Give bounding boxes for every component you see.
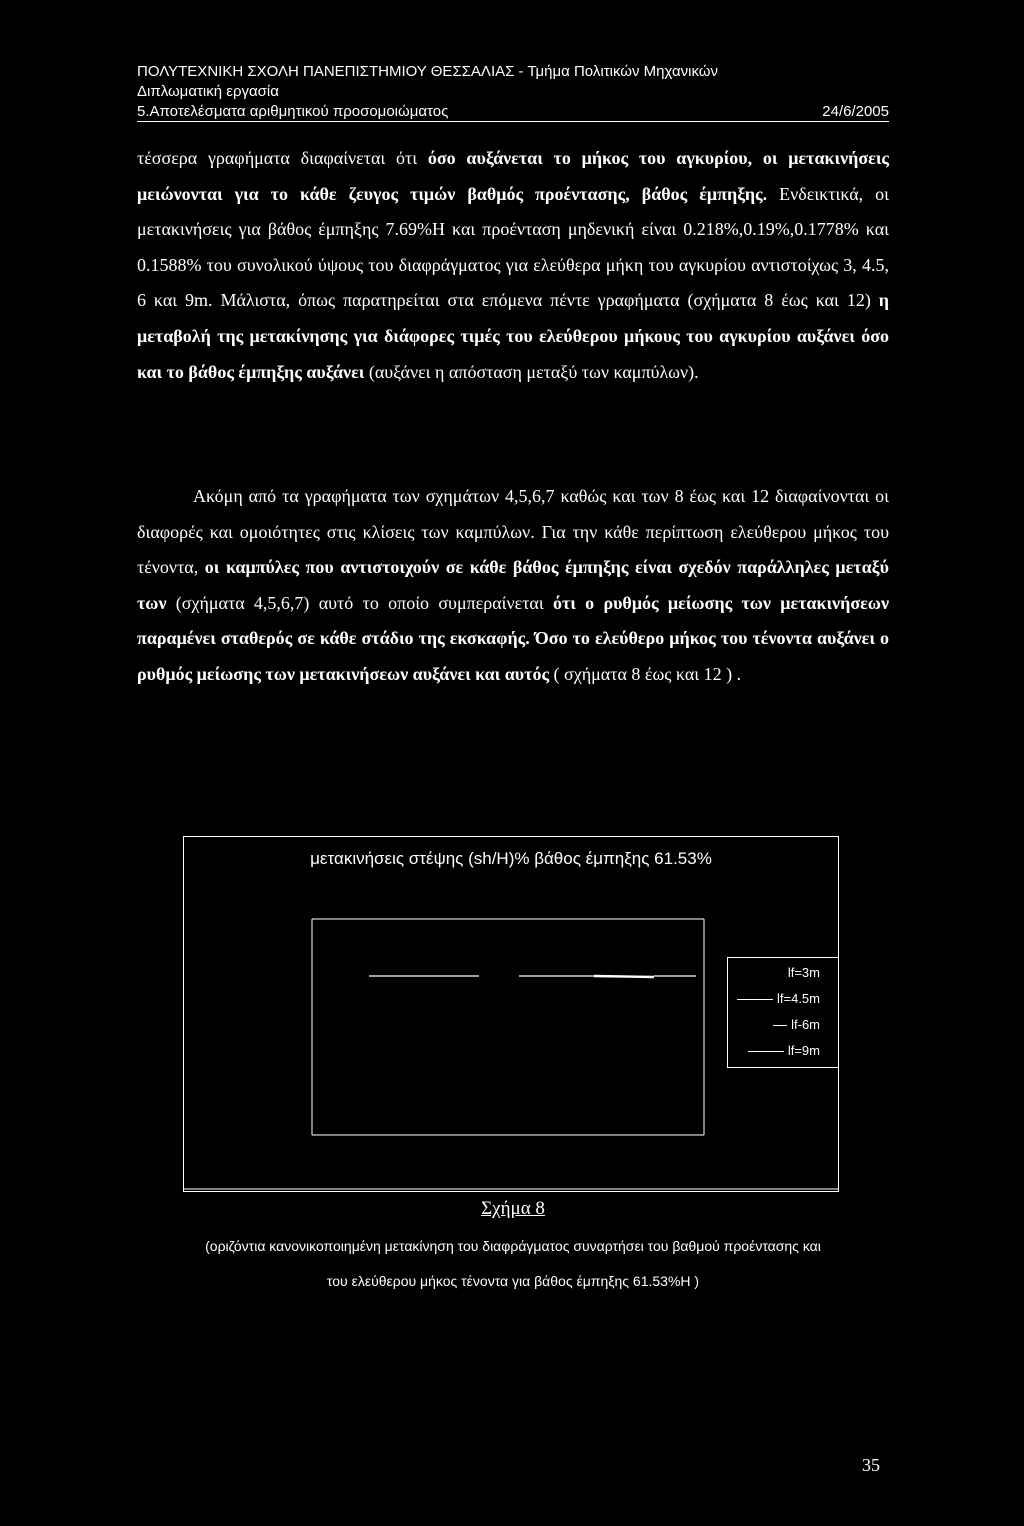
p1-text-a: τέσσερα γραφήματα διαφαίνεται ότι xyxy=(137,148,428,168)
legend-label-lf3: lf=3m xyxy=(787,965,820,980)
p2-bold-d: ότι ο ρυθμός μείωσης των μετακινήσεων παραμένει σταθερός σε κάθε στάδιο της εκσκαφής. Όσο το ελεύθερο μήκος του τένοντα αυξάνει ο ρυθμός μείωσης των μετακινήσεων αυξάνει και αυτός xyxy=(137,592,889,684)
legend-label-lf9: lf=9m xyxy=(787,1043,820,1058)
p2-text-a: Ακόμη από τα γραφήματα των σχημάτων 4,5,6,7 καθώς και των 8 έως και 12 διαφαίνονται οι διαφορές και ομοιότητες στις κλίσεις των καμπύλων. Για την κάθε περίπτωση ελεύθερου μήκος του τένοντα, xyxy=(137,486,889,578)
legend-swatch-lf45 xyxy=(737,999,773,1000)
figure-label: Σχήμα 8 xyxy=(481,1198,545,1219)
p1-bold-b: όσο αυξάνεται το μήκος του αγκυρίου, οι μετακινήσεις μειώνονται για το κάθε ζευγος τιμών βαθμός προέντασης, βάθος έμπηξης. xyxy=(137,148,890,204)
legend-label-lf45: lf=4.5m xyxy=(777,991,820,1006)
figure-caption-line2: του ελεύθερου μήκος τένοντα για βάθος έμπηξης 61.53%Η ) xyxy=(326,1273,700,1289)
page-number: 35 xyxy=(862,1455,880,1475)
legend-item-lf45 xyxy=(737,990,820,1008)
header-date: 24/6/2005 xyxy=(822,103,889,120)
legend-swatch-lf6 xyxy=(773,1025,787,1026)
paragraph-2 xyxy=(137,479,889,693)
legend-item-lf3 xyxy=(788,964,820,982)
series-line-lf6 xyxy=(594,976,654,977)
legend-swatch-lf9 xyxy=(748,1051,784,1052)
legend-item-lf6 xyxy=(773,1016,820,1034)
header-section: 5.Αποτελέσματα αριθμητικού προσομοιώματος xyxy=(137,103,449,120)
paragraph-1 xyxy=(137,141,889,390)
header-institution: ΠΟΛΥΤΕΧΝΙΚΗ ΣΧΟΛΗ ΠΑΝΕΠΙΣΤΗΜΙΟΥ ΘΕΣΣΑΛΙΑΣ - Τμήμα Πολιτικών Μηχανικών xyxy=(137,63,718,80)
header-thesis-label: Διπλωματική εργασία xyxy=(137,83,279,100)
chart-legend xyxy=(727,957,839,1068)
figure-caption-line1: (οριζόντια κανονικοποιημένη μετακίνηση του διαφράγματος συναρτήσει του βαθμού προέντασης και xyxy=(205,1238,821,1254)
p2-text-e: ( σχήματα 8 έως και 12 ) . xyxy=(549,663,742,684)
p1-bold-d: η μεταβολή της μετακίνησης για διάφορες τιμές του ελεύθερου μήκους του αγκυρίου αυξάνει όσο και το βάθος έμπηξης αυξάνει xyxy=(137,290,889,382)
p1-text-e: (αυξάνει η απόσταση μεταξύ των καμπύλων). xyxy=(364,361,699,382)
p2-bold-b: οι καμπύλες που αντιστοιχούν σε κάθε βάθος έμπηξης είναι σχεδόν παράλληλες μεταξύ των xyxy=(137,557,889,613)
legend-label-lf6: lf-6m xyxy=(791,1017,820,1032)
p1-text-c: Ενδεικτικά, οι μετακινήσεις για βάθος έμπηξης 7.69%Η και προένταση μηδενική είναι 0.218%,0.19%,0.1778% και 0.1588% του συνολικού ύψους του διαφράγματος για ελεύθερα μήκη του αγκυρίου αντιστοίχως 3, 4.5, 6 και 9m. Μάλιστα, όπως παρατηρείται στα επόμενα πέντε γραφήματα (σχήματα 8 έως και 12) xyxy=(137,183,889,311)
header-section-line xyxy=(137,103,889,122)
chart-title: μετακινήσεις στέψης (sh/H)% βάθος έμπηξης 61.53% xyxy=(310,849,712,868)
legend-item-lf9 xyxy=(748,1042,820,1060)
chart-frame xyxy=(183,836,839,1192)
p2-text-c: (σχήματα 4,5,6,7) αυτό το οποίο συμπεραίνεται xyxy=(166,592,553,613)
